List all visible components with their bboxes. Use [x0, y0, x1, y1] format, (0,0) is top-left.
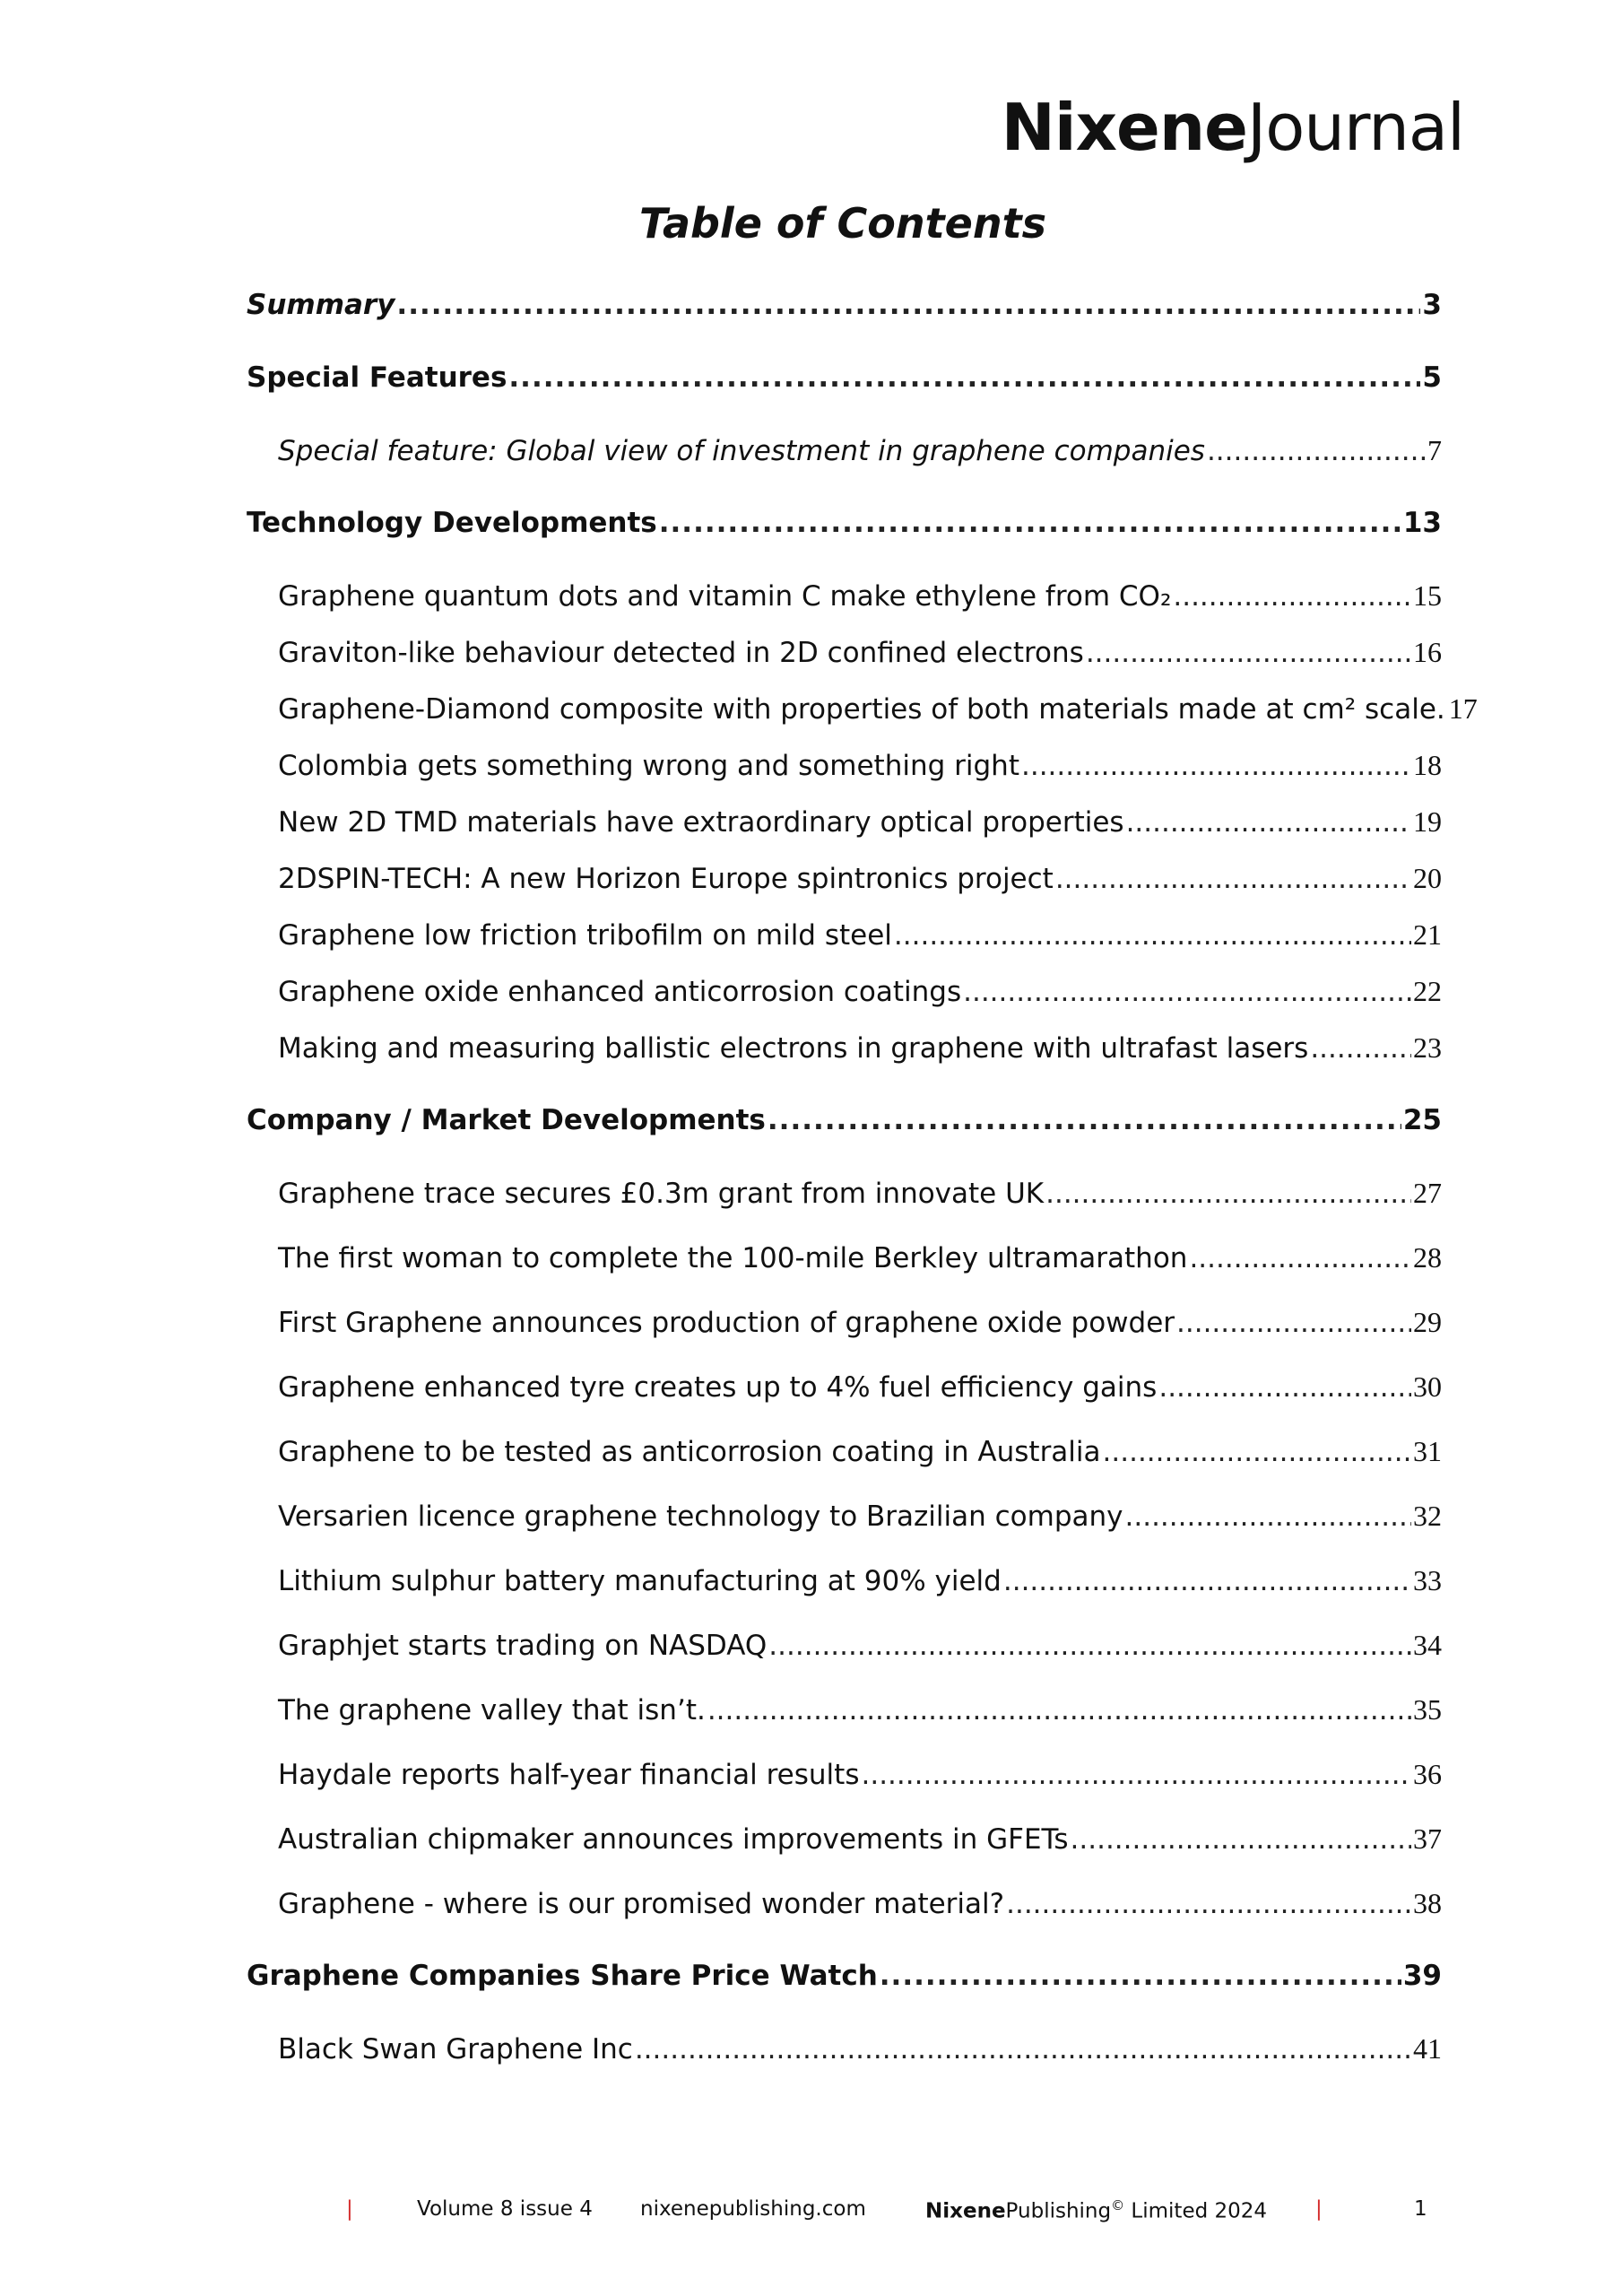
toc-article-entry[interactable]	[278, 1177, 1442, 1210]
toc-article-entry[interactable]	[278, 1629, 1442, 1662]
toc-entry-title: New 2D TMD materials have extraordinary optical properties	[278, 806, 1124, 839]
toc-entry-title: 2DSPIN-TECH: A new Horizon Europe spintronics project	[278, 863, 1054, 895]
toc-entry-title: Graphene trace secures £0.3m grant from innovate UK	[278, 1178, 1045, 1210]
toc-entry-title: Special feature: Global view of investment in graphene companies	[278, 435, 1205, 467]
toc-leader-dots	[1071, 1823, 1411, 1856]
toc-section-entry[interactable]	[247, 361, 1442, 394]
toc-leader-dots	[1045, 1178, 1411, 1210]
toc-article-entry[interactable]	[278, 1758, 1442, 1791]
toc-entry-title: Making and measuring ballistic electrons in graphene with ultrafast lasers	[278, 1032, 1309, 1065]
toc-article-entry[interactable]	[278, 434, 1442, 467]
toc-entry-title: Summary	[247, 289, 395, 321]
toc-leader-dots	[1126, 806, 1411, 839]
toc-entry-title: Haydale reports half-year financial results	[278, 1759, 860, 1791]
toc-article-entry[interactable]	[278, 579, 1442, 613]
toc-article-entry[interactable]	[278, 1500, 1442, 1533]
toc-page-number: 15	[1413, 579, 1442, 612]
toc-entry-title: Graphene quantum dots and vitamin C make ethylene from CO₂	[278, 580, 1172, 613]
toc-article-entry[interactable]	[278, 2032, 1442, 2066]
toc-entry-title: Lithium sulphur battery manufacturing at 90% yield	[278, 1565, 1002, 1597]
toc-article-entry[interactable]	[278, 1693, 1442, 1726]
toc-leader-dots	[768, 1630, 1411, 1662]
toc-article-entry[interactable]	[278, 692, 1478, 726]
toc-page-number: 22	[1413, 975, 1442, 1007]
footer-publisher-bold: Nixene	[925, 2199, 1006, 2223]
toc-leader-dots	[1173, 580, 1411, 613]
logo-light: Journal	[1246, 90, 1464, 165]
toc-article-entry[interactable]	[278, 1822, 1442, 1856]
toc-leader-dots	[1055, 863, 1411, 895]
toc-page-number: 38	[1413, 1887, 1442, 1919]
toc-entry-title: Graphene oxide enhanced anticorrosion coatings	[278, 976, 962, 1008]
toc-page-number: 33	[1413, 1564, 1442, 1596]
toc-article-entry[interactable]	[278, 1564, 1442, 1597]
footer-copyright-mark: ©	[1111, 2197, 1125, 2213]
toc-leader-dots	[707, 1694, 1411, 1726]
toc-section-entry[interactable]	[247, 1960, 1442, 1992]
toc-leader-dots	[1207, 435, 1426, 467]
toc-entry-title: Colombia gets something wrong and something right	[278, 750, 1019, 782]
toc-leader-dots	[880, 1960, 1401, 1992]
toc-entry-title: Australian chipmaker announces improvements in GFETs	[278, 1823, 1069, 1856]
toc-article-entry[interactable]	[278, 918, 1442, 952]
toc-entry-title: Graphene low friction tribofilm on mild steel	[278, 919, 892, 952]
toc-section-entry[interactable]	[247, 507, 1442, 539]
toc-page-number: 35	[1413, 1693, 1442, 1726]
journal-logo	[1002, 90, 1464, 165]
toc-page-number: 16	[1413, 636, 1442, 668]
toc-page-number: 36	[1413, 1758, 1442, 1790]
toc-leader-dots	[768, 1104, 1401, 1136]
toc-page-number: 23	[1413, 1031, 1442, 1064]
toc-page-number: 32	[1413, 1500, 1442, 1532]
footer-page-number: 1	[1414, 2197, 1427, 2221]
toc-entry-title: First Graphene announces production of graphene oxide powder	[278, 1307, 1175, 1339]
toc-page-number: 3	[1422, 289, 1442, 321]
toc-leader-dots	[1125, 1500, 1411, 1533]
toc-leader-dots	[1003, 1565, 1411, 1597]
toc-page-number: 7	[1427, 434, 1442, 466]
toc-article-entry[interactable]	[278, 975, 1442, 1008]
toc-page-number: 34	[1413, 1629, 1442, 1661]
toc-entry-title: Graphene Companies Share Price Watch	[247, 1960, 878, 1992]
toc-article-entry[interactable]	[278, 805, 1442, 839]
page-footer	[0, 2197, 1622, 2233]
toc-leader-dots	[1158, 1371, 1411, 1404]
toc-entry-title: Special Features	[247, 361, 507, 394]
toc-leader-dots	[1006, 1888, 1411, 1920]
toc-entry-title: Company / Market Developments	[247, 1104, 766, 1136]
toc-page-number: 27	[1413, 1177, 1442, 1209]
toc-leader-dots	[963, 976, 1411, 1008]
toc-entry-title: Graphene to be tested as anticorrosion coating in Australia	[278, 1436, 1101, 1468]
toc-leader-dots	[1086, 637, 1411, 669]
toc-article-entry[interactable]	[278, 1435, 1442, 1468]
toc-page-number: 17	[1448, 692, 1478, 725]
toc-page-number: 29	[1413, 1306, 1442, 1338]
toc-page-number: 20	[1413, 862, 1442, 894]
toc-page-number: 39	[1402, 1960, 1442, 1992]
toc-entry-title: Graviton-like behaviour detected in 2D confined electrons	[278, 637, 1084, 669]
toc-leader-dots	[1176, 1307, 1411, 1339]
toc-page-number: 25	[1402, 1104, 1442, 1136]
toc-entry-title: Black Swan Graphene Inc	[278, 2033, 633, 2066]
toc-page-number: 28	[1413, 1241, 1442, 1274]
toc-page-number: 31	[1413, 1435, 1442, 1467]
toc-article-entry[interactable]	[278, 749, 1442, 782]
toc-leader-dots	[659, 507, 1401, 539]
toc-article-entry[interactable]	[278, 1887, 1442, 1920]
toc-article-entry[interactable]	[278, 862, 1442, 895]
toc-section-entry[interactable]	[247, 1104, 1442, 1136]
footer-copyright	[925, 2197, 1267, 2223]
toc-page-number: 19	[1413, 805, 1442, 838]
toc-page-number: 37	[1413, 1822, 1442, 1855]
toc-article-entry[interactable]	[278, 636, 1442, 669]
footer-publisher-rest: Publishing	[1005, 2199, 1112, 2223]
toc-article-entry[interactable]	[278, 1241, 1442, 1274]
toc-leader-dots	[396, 289, 1420, 321]
toc-leader-dots	[1189, 1242, 1411, 1274]
toc-leader-dots	[635, 2033, 1411, 2066]
toc-entry-title: The graphene valley that isn’t.	[278, 1694, 706, 1726]
toc-entry-title: The first woman to complete the 100-mile Berkley ultramarathon	[278, 1242, 1188, 1274]
toc-leader-dots	[894, 919, 1411, 952]
toc-page-number: 30	[1413, 1370, 1442, 1403]
toc-article-entry[interactable]	[278, 1306, 1442, 1339]
footer-divider-left: |	[346, 2197, 353, 2221]
toc-entry-title: Technology Developments	[247, 507, 657, 539]
toc-page-number: 5	[1422, 361, 1442, 394]
toc-entry-title: Graphene enhanced tyre creates up to 4% fuel efficiency gains	[278, 1371, 1158, 1404]
toc-page-number: 18	[1413, 749, 1442, 781]
toc-section-entry[interactable]	[247, 289, 1442, 321]
toc-page-number: 13	[1402, 507, 1442, 539]
toc-page-number: 41	[1413, 2032, 1442, 2065]
toc-leader-dots	[1310, 1032, 1411, 1065]
toc-entry-title: Graphjet starts trading on NASDAQ	[278, 1630, 768, 1662]
toc-leader-dots	[1103, 1436, 1411, 1468]
footer-copyright-rest: Limited 2024	[1124, 2199, 1268, 2223]
toc-leader-dots	[508, 361, 1420, 394]
footer-website: nixenepublishing.com	[640, 2197, 866, 2221]
toc-leader-dots	[861, 1759, 1411, 1791]
footer-volume: Volume 8 issue 4	[417, 2197, 593, 2221]
footer-divider-right: |	[1315, 2197, 1323, 2221]
toc-entry-title: Graphene - where is our promised wonder material?	[278, 1888, 1005, 1920]
toc-leader-dots	[1021, 750, 1411, 782]
toc-entry-title: Graphene-Diamond composite with properties of both materials made at cm² scale.	[278, 693, 1445, 726]
toc-page-number: 21	[1413, 918, 1442, 951]
page-title: Table of Contents	[639, 199, 1046, 248]
toc-entry-title: Versarien licence graphene technology to Brazilian company	[278, 1500, 1123, 1533]
toc-article-entry[interactable]	[278, 1031, 1442, 1065]
logo-bold: Nixene	[1001, 90, 1247, 165]
toc-article-entry[interactable]	[278, 1370, 1442, 1404]
